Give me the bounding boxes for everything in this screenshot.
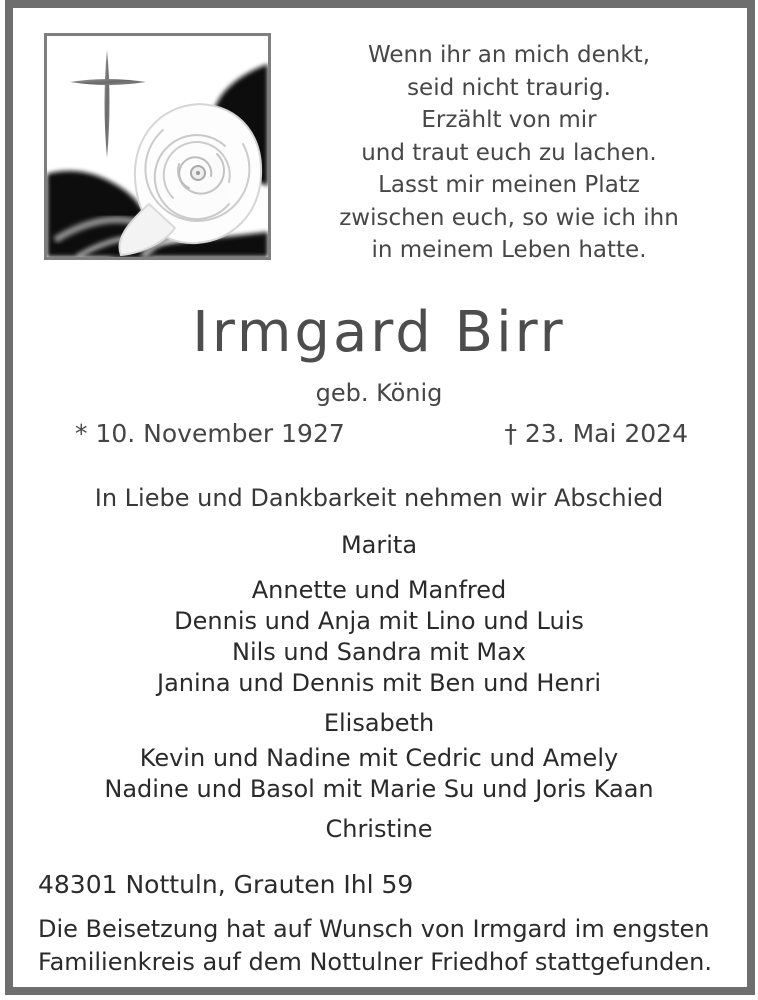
mourner-group [0, 708, 758, 739]
funeral-note-line: Familienkreis auf dem Nottulner Friedhof stattgefunden. [38, 948, 713, 976]
poem-line: zwischen euch, so wie ich ihn [339, 204, 679, 231]
mourner-line: Nadine und Basol mit Marie Su und Joris Kaan [104, 775, 654, 803]
mourner-group [0, 530, 758, 561]
poem-line: Lasst mir meinen Platz [378, 172, 640, 198]
deceased-name: Irmgard Birr [192, 300, 566, 365]
mourner-line: Christine [325, 815, 433, 843]
death-date: † 23. Mai 2024 [504, 419, 688, 448]
life-dates [75, 419, 688, 449]
mourner-line: Nils und Sandra mit Max [232, 638, 526, 666]
poem-line: in meinem Leben hatte. [371, 237, 647, 263]
mourners-list [0, 530, 758, 845]
mourner-line: Kevin und Nadine mit Cedric und Amely [139, 744, 619, 772]
mourner-group [0, 575, 758, 699]
funeral-note [38, 913, 748, 979]
mourner-line: Annette und Manfred [251, 576, 507, 604]
birth-date: * 10. November 1927 [75, 419, 345, 448]
poem-line: und traut euch zu lachen. [361, 139, 657, 166]
poem-line: Wenn ihr an mich denkt, [367, 42, 651, 68]
memorial-poem [278, 39, 740, 267]
mourner-group [0, 743, 758, 805]
mourner-line: Elisabeth [323, 709, 435, 737]
mourner-line: Marita [340, 531, 418, 559]
address-line: 48301 Nottuln, Grauten Ihl 59 [38, 870, 414, 899]
mourner-line: Dennis und Anja mit Lino und Luis [174, 607, 584, 635]
maiden-name: geb. König [315, 379, 443, 407]
cross-and-rose-image [47, 36, 268, 257]
farewell-line: In Liebe und Dankbarkeit nehmen wir Abschied [94, 484, 664, 512]
mourner-line: Janina und Dennis mit Ben und Henri [157, 669, 601, 697]
mourner-group [0, 814, 758, 845]
memorial-photo [44, 33, 271, 260]
funeral-note-line: Die Beisetzung hat auf Wunsch von Irmgard im engsten [38, 915, 710, 943]
poem-line: Erzählt von mir [421, 107, 597, 133]
poem-line: seid nicht traurig. [407, 74, 611, 101]
